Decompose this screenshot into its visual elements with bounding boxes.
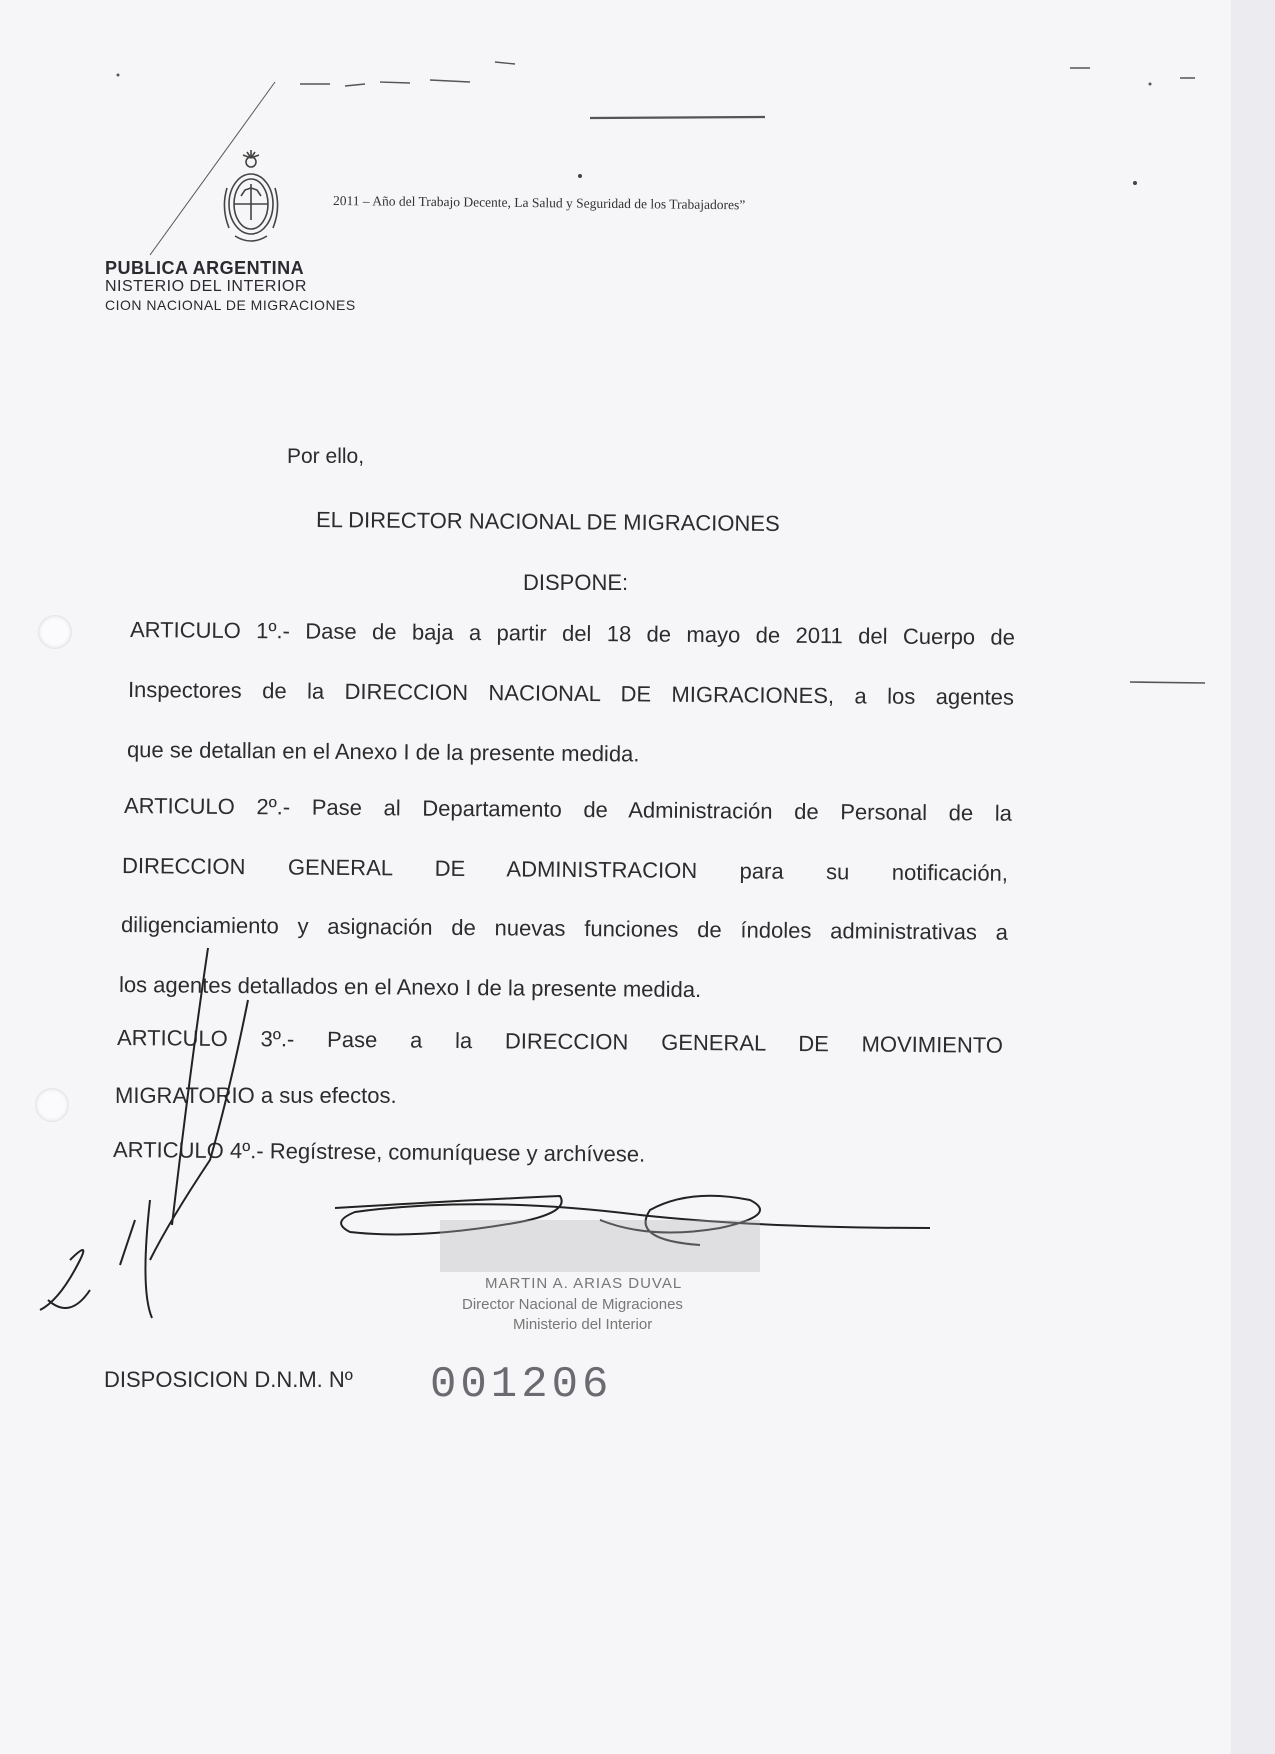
article-1-line-2: Inspectores de la DIRECCION NACIONAL DE MIGRACIONES, a los agentes — [127, 677, 1015, 710]
signatory-ministry: Ministerio del Interior — [513, 1316, 653, 1333]
article-2-line-2: DIRECCION GENERAL DE ADMINISTRACION para su notificación, — [121, 853, 1009, 886]
punch-hole — [38, 615, 72, 649]
header-direction: CION NACIONAL DE MIGRACIONES — [105, 297, 356, 313]
dispone: DISPONE: — [523, 570, 629, 595]
punch-hole — [35, 1088, 69, 1122]
por-ello: Por ello, — [287, 445, 365, 468]
year-motto: 2011 – Año del Trabajo Decente, La Salud y Seguridad de los Trabajadores” — [332, 193, 746, 213]
article-2-line-3: diligenciamiento y asignación de nuevas funciones de índoles administrativas a — [120, 912, 1009, 945]
article-3-line-2: MIGRATORIO a sus efectos. — [115, 1083, 397, 1108]
disposition-number: 001206 — [430, 1360, 613, 1410]
article-2-line-4: los agentes detallados en el Anexo I de la presente medida. — [118, 972, 702, 1003]
signatory-title: Director Nacional de Migraciones — [462, 1296, 683, 1313]
article-3-line-1: ARTICULO 3º.- Pase a la DIRECCION GENERAL DE MOVIMIENTO — [116, 1025, 1004, 1058]
header-ministry: NISTERIO DEL INTERIOR — [105, 278, 307, 295]
article-4: ARTICULO 4º.- Regístrese, comuníquese y archívese. — [112, 1137, 646, 1167]
director-title: EL DIRECTOR NACIONAL DE MIGRACIONES — [315, 507, 780, 537]
signatory-name: MARTIN A. ARIAS DUVAL — [485, 1275, 683, 1292]
article-1-line-3: que se detallan en el Anexo I de la presente medida. — [126, 737, 640, 767]
article-1-line-1: ARTICULO 1º.- Dase de baja a partir del 18 de mayo de 2011 del Cuerpo de — [129, 617, 1016, 650]
article-2-line-1: ARTICULO 2º.- Pase al Departamento de Administración de Personal de la — [123, 793, 1013, 826]
header-republic: PUBLICA ARGENTINA — [105, 258, 305, 278]
disposition-label: DISPOSICION D.N.M. Nº — [104, 1367, 353, 1392]
